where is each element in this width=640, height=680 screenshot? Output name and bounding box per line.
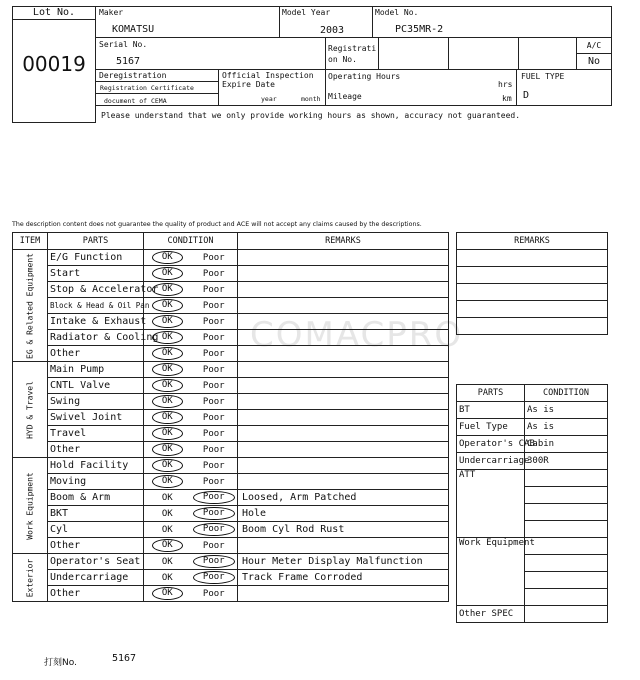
item-group-label: Work Equipment	[25, 471, 35, 540]
inspection-label: Official Inspection Expire Date	[222, 71, 314, 89]
remark-cell	[238, 410, 449, 426]
poor-option: Poor	[202, 380, 225, 391]
model-year-cell	[279, 6, 373, 38]
table-row	[13, 442, 449, 458]
poor-option: Poor	[202, 268, 225, 279]
table-row	[13, 522, 449, 538]
spec-part	[457, 487, 525, 504]
remark-cell	[238, 346, 449, 362]
condition-header: CONDITION	[144, 233, 238, 250]
fuel-value: D	[523, 90, 530, 101]
spec-condition	[525, 521, 608, 538]
table-row	[13, 538, 449, 554]
part-name: Hold Facility	[48, 458, 144, 474]
ok-option-circled: OK	[152, 315, 183, 328]
month-label: month	[301, 95, 321, 103]
condition-cell	[144, 282, 238, 298]
part-name: Swing	[48, 394, 144, 410]
part-name: Other	[48, 586, 144, 602]
spec-part: Fuel Type	[457, 419, 525, 436]
spec-condition	[525, 504, 608, 521]
poor-option: Poor	[202, 396, 225, 407]
spec-row	[457, 487, 608, 504]
remarks-header: REMARKS	[238, 233, 449, 250]
remark-cell	[238, 250, 449, 266]
remarks-box-row	[457, 250, 608, 267]
deregistration-label: Deregistration	[99, 71, 167, 80]
remark-cell	[238, 458, 449, 474]
table-row	[13, 474, 449, 490]
part-name: Other	[48, 346, 144, 362]
spec-condition	[525, 555, 608, 572]
spec-row	[457, 470, 608, 487]
serial-label: Serial No.	[99, 40, 148, 49]
table-row	[13, 362, 449, 378]
poor-option-circled: Poor	[193, 523, 235, 536]
table-row	[13, 506, 449, 522]
spec-condition	[525, 487, 608, 504]
ok-option-circled: OK	[152, 459, 183, 472]
serial-value: 5167	[116, 56, 141, 67]
deregistration-cell	[95, 69, 219, 106]
condition-cell	[144, 506, 238, 522]
spec-row	[457, 555, 608, 572]
parts-header: PARTS	[48, 233, 144, 250]
ok-option-circled: OK	[152, 475, 183, 488]
hrs-unit: hrs	[498, 80, 513, 89]
checklist-header-row	[13, 233, 449, 250]
table-row	[13, 586, 449, 602]
ok-option-circled: OK	[152, 443, 183, 456]
remark-cell: Track Frame Corroded	[238, 570, 449, 586]
table-row	[13, 250, 449, 266]
hours-notice: Please understand that we only provide working hours as shown, accuracy not guaranteed.	[101, 111, 521, 120]
condition-cell	[144, 410, 238, 426]
spec-part: ATT	[457, 470, 525, 487]
spec-part: Operator's CAB	[457, 436, 525, 453]
inspection-checklist	[12, 232, 449, 602]
spec-row	[457, 436, 608, 453]
lot-label-cell	[12, 6, 96, 20]
remarks-box-row	[457, 301, 608, 318]
ok-option: OK	[161, 524, 173, 535]
table-row	[13, 554, 449, 570]
ok-option-circled: OK	[152, 395, 183, 408]
ok-option-circled: OK	[152, 251, 183, 264]
registration-value-cell-2	[448, 37, 519, 70]
spec-condition: As is	[525, 402, 608, 419]
spec-condition: 300R	[525, 453, 608, 470]
condition-cell	[144, 378, 238, 394]
registration-label: Registrati on No.	[328, 44, 377, 64]
spec-row	[457, 606, 608, 623]
condition-cell	[144, 554, 238, 570]
table-row	[13, 330, 449, 346]
remark-cell: Loosed, Arm Patched	[238, 490, 449, 506]
hours-cell	[325, 69, 517, 106]
watermark: COMACPRO	[250, 315, 464, 355]
remarks-box-row	[457, 284, 608, 301]
condition-cell	[144, 570, 238, 586]
poor-option-circled: Poor	[193, 571, 235, 584]
condition-cell	[144, 426, 238, 442]
spec-condition	[525, 589, 608, 606]
remark-cell	[238, 474, 449, 490]
table-row	[13, 490, 449, 506]
spec-row	[457, 504, 608, 521]
spec-table	[456, 384, 608, 623]
ok-option: OK	[161, 556, 173, 567]
fuel-cell	[516, 69, 612, 106]
registration-value-cell-3	[518, 37, 577, 70]
year-label: year	[261, 95, 277, 103]
stamp-no-label: 打刻No.	[44, 658, 77, 668]
condition-cell	[144, 362, 238, 378]
lot-label: Lot No.	[32, 7, 76, 18]
maker-cell	[95, 6, 280, 38]
ok-option-circled: OK	[152, 331, 183, 344]
model-year-label: Model Year	[282, 8, 331, 17]
poor-option: Poor	[202, 460, 225, 471]
km-unit: km	[502, 94, 512, 103]
spec-condition: As is	[525, 419, 608, 436]
condition-cell	[144, 250, 238, 266]
spec-part: Undercarriage	[457, 453, 525, 470]
part-name: Start	[48, 266, 144, 282]
remark-cell	[238, 394, 449, 410]
table-row	[13, 458, 449, 474]
spec-part	[457, 589, 525, 606]
ok-option: OK	[161, 572, 173, 583]
part-name: E/G Function	[48, 250, 144, 266]
remark-cell	[238, 378, 449, 394]
item-group-label: EG & Related Equipment	[25, 252, 35, 359]
poor-option: Poor	[202, 300, 225, 311]
remarks-box-row	[457, 318, 608, 335]
remark-cell: Boom Cyl Rod Rust	[238, 522, 449, 538]
item-group-label: HYD & Travel	[25, 380, 35, 439]
spec-condition	[525, 606, 608, 623]
part-name: Block & Head & Oil Pan	[48, 298, 144, 314]
poor-option: Poor	[202, 348, 225, 359]
spec-row	[457, 419, 608, 436]
table-row	[13, 298, 449, 314]
table-row	[13, 410, 449, 426]
ac-value: No	[587, 56, 601, 67]
spec-row	[457, 572, 608, 589]
ac-label-cell	[576, 37, 612, 54]
remark-cell	[238, 538, 449, 554]
part-name: Other	[48, 538, 144, 554]
part-name: Swivel Joint	[48, 410, 144, 426]
spec-row	[457, 402, 608, 419]
poor-option: Poor	[202, 284, 225, 295]
spec-parts-header: PARTS	[457, 385, 525, 402]
serial-cell	[95, 37, 326, 70]
spec-row	[457, 538, 608, 555]
model-year-value: 2003	[320, 25, 345, 36]
condition-cell	[144, 266, 238, 282]
ok-option-circled: OK	[152, 363, 183, 376]
ok-option-circled: OK	[152, 379, 183, 392]
poor-option-circled: Poor	[193, 507, 235, 520]
model-no-cell	[372, 6, 612, 38]
condition-cell	[144, 490, 238, 506]
remarks-box-row	[457, 267, 608, 284]
table-row	[13, 266, 449, 282]
part-name: Boom & Arm	[48, 490, 144, 506]
part-name: Main Pump	[48, 362, 144, 378]
remark-cell: Hour Meter Display Malfunction	[238, 554, 449, 570]
remarks-box	[456, 232, 608, 335]
item-group-cell	[13, 250, 48, 362]
item-group-cell	[13, 458, 48, 554]
poor-option-circled: Poor	[193, 555, 235, 568]
remark-cell	[238, 362, 449, 378]
registration-label-cell	[325, 37, 379, 70]
poor-option: Poor	[202, 588, 225, 599]
remark-cell	[238, 314, 449, 330]
poor-option: Poor	[202, 332, 225, 343]
remark-cell	[238, 586, 449, 602]
spec-condition-header: CONDITION	[525, 385, 608, 402]
registration-value-cell-1	[378, 37, 449, 70]
condition-cell	[144, 522, 238, 538]
condition-cell	[144, 442, 238, 458]
ok-option-circled: OK	[152, 427, 183, 440]
remark-cell	[238, 330, 449, 346]
poor-option: Poor	[202, 364, 225, 375]
ok-option-circled: OK	[152, 347, 183, 360]
hours-label: Operating Hours	[328, 72, 401, 81]
part-name: Stop & Accelerator	[48, 282, 144, 298]
remark-cell	[238, 282, 449, 298]
spec-condition	[525, 572, 608, 589]
model-no-value: PC35MR-2	[395, 24, 444, 35]
condition-cell	[144, 314, 238, 330]
part-name: Other	[48, 442, 144, 458]
item-group-cell	[13, 554, 48, 602]
spec-condition	[525, 538, 608, 555]
model-no-label: Model No.	[375, 8, 419, 17]
ok-option-circled: OK	[152, 299, 183, 312]
spec-row	[457, 589, 608, 606]
maker-value: KOMATSU	[112, 24, 155, 35]
part-name: Intake & Exhaust	[48, 314, 144, 330]
condition-cell	[144, 394, 238, 410]
condition-cell	[144, 474, 238, 490]
ok-option-circled: OK	[152, 267, 183, 280]
spec-part: BT	[457, 402, 525, 419]
condition-cell	[144, 538, 238, 554]
condition-cell	[144, 298, 238, 314]
ok-option-circled: OK	[152, 539, 183, 552]
table-row	[13, 314, 449, 330]
table-row	[13, 570, 449, 586]
spec-condition: Cabin	[525, 436, 608, 453]
part-name: Undercarriage	[48, 570, 144, 586]
remark-cell: Hole	[238, 506, 449, 522]
ok-option-circled: OK	[152, 411, 183, 424]
poor-option: Poor	[202, 540, 225, 551]
poor-option: Poor	[202, 316, 225, 327]
spec-row	[457, 521, 608, 538]
item-header: ITEM	[13, 233, 48, 250]
table-row	[13, 426, 449, 442]
spec-part	[457, 521, 525, 538]
spec-row	[457, 453, 608, 470]
lot-value-cell	[12, 19, 96, 123]
part-name: CNTL Valve	[48, 378, 144, 394]
ok-option: OK	[161, 492, 173, 503]
poor-option: Poor	[202, 476, 225, 487]
poor-option: Poor	[202, 252, 225, 263]
part-name: Cyl	[48, 522, 144, 538]
ok-option: OK	[161, 508, 173, 519]
ok-option-circled: OK	[152, 587, 183, 600]
spec-part: Other SPEC	[457, 606, 525, 623]
spec-part	[457, 504, 525, 521]
remark-cell	[238, 426, 449, 442]
item-group-cell	[13, 362, 48, 458]
registration-certificate-label: Registration Certificate	[100, 84, 194, 92]
fuel-label: FUEL TYPE	[521, 72, 565, 81]
condition-cell	[144, 346, 238, 362]
remarks-box-header: REMARKS	[457, 233, 608, 250]
condition-cell	[144, 330, 238, 346]
inspection-cell	[218, 69, 326, 106]
item-group-label: Exterior	[25, 558, 35, 597]
spec-part	[457, 572, 525, 589]
part-name: Radiator & Cooling	[48, 330, 144, 346]
spec-part	[457, 555, 525, 572]
table-row	[13, 282, 449, 298]
condition-cell	[144, 458, 238, 474]
lot-value: 00019	[22, 52, 86, 76]
poor-option: Poor	[202, 444, 225, 455]
part-name: Operator's Seat	[48, 554, 144, 570]
table-row	[13, 346, 449, 362]
table-row	[13, 378, 449, 394]
remark-cell	[238, 266, 449, 282]
remark-cell	[238, 298, 449, 314]
ac-label: A/C	[586, 41, 602, 50]
ac-value-cell	[576, 53, 612, 70]
remark-cell	[238, 442, 449, 458]
part-name: Travel	[48, 426, 144, 442]
cema-document-label: document of CEMA	[104, 97, 167, 105]
poor-option-circled: Poor	[193, 491, 235, 504]
part-name: Moving	[48, 474, 144, 490]
table-row	[13, 394, 449, 410]
maker-label: Maker	[99, 8, 124, 17]
poor-option: Poor	[202, 412, 225, 423]
condition-cell	[144, 586, 238, 602]
mileage-label: Mileage	[328, 92, 362, 101]
disclaimer: The description content does not guarantee the quality of product and ACE will not accept any claims caused by the descriptions.	[12, 221, 422, 228]
part-name: BKT	[48, 506, 144, 522]
spec-condition	[525, 470, 608, 487]
poor-option: Poor	[202, 428, 225, 439]
stamp-no-value: 5167	[112, 653, 137, 664]
ok-option-circled: OK	[152, 283, 183, 296]
spec-part: Work Equipment	[457, 538, 525, 555]
